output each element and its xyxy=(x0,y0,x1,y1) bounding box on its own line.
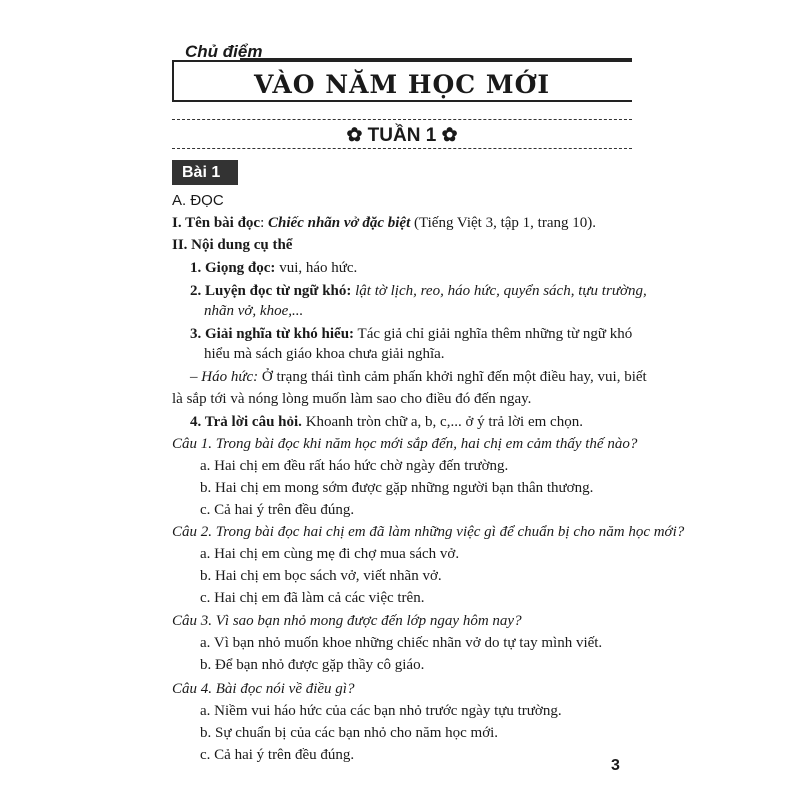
text-line xyxy=(200,634,602,652)
text-line xyxy=(200,724,498,742)
text-segment: Háo hức: xyxy=(201,369,259,385)
text-line xyxy=(200,545,459,563)
divider-bottom xyxy=(172,148,632,149)
text-segment: c. Cả hai ý trên đều đúng. xyxy=(200,747,355,763)
text-segment: hiểu mà sách giáo khoa chưa giải nghĩa. xyxy=(204,346,445,362)
text-line xyxy=(190,282,647,300)
text-line xyxy=(172,612,522,630)
text-line xyxy=(172,192,224,210)
text-segment: a. Hai chị em đều rất háo hức chờ ngày đến trường. xyxy=(200,458,509,474)
lesson-badge: Bài 1 xyxy=(172,160,238,185)
text-segment: là sắp tới và nóng lòng muốn làm sao cho điều đó đến ngay. xyxy=(172,391,532,407)
text-line xyxy=(190,325,632,343)
text-line xyxy=(204,302,303,320)
text-line xyxy=(190,368,647,386)
text-line xyxy=(172,435,637,453)
text-segment: Tác giả chỉ giải nghĩa thêm những từ ngữ khó xyxy=(354,326,633,342)
text-line xyxy=(172,390,531,408)
text-line xyxy=(200,479,593,497)
text-segment: c. Cả hai ý trên đều đúng. xyxy=(200,502,355,518)
text-segment: : xyxy=(260,215,269,231)
text-line xyxy=(200,702,562,720)
week-heading: ✿ TUẦN 1 ✿ xyxy=(346,125,458,146)
text-segment: a. Vì bạn nhỏ muốn khoe những chiếc nhãn vở do tự tay mình viết. xyxy=(200,635,603,651)
text-segment: Câu 1. Trong bài đọc khi năm học mới sắp đến, hai chị em cảm thấy thế nào? xyxy=(172,436,638,452)
text-line xyxy=(200,656,424,674)
text-segment: Khoanh tròn chữ a, b, c,... ở ý trả lời em chọn. xyxy=(301,414,583,430)
text-segment: Câu 4. Bài đọc nói về điều gì? xyxy=(172,681,355,697)
text-line xyxy=(200,457,508,475)
text-line xyxy=(200,746,354,764)
text-segment: b. Sự chuẩn bị của các bạn nhỏ cho năm học mới. xyxy=(200,725,499,741)
text-segment: 3. Giải nghĩa từ khó hiểu: xyxy=(190,326,355,342)
text-segment: a. Hai chị em cùng mẹ đi chợ mua sách vở. xyxy=(200,546,460,562)
text-line xyxy=(204,345,445,363)
text-segment: (Tiếng Việt 3, tập 1, trang 10). xyxy=(410,215,596,231)
text-segment: a. Niềm vui háo hức của các bạn nhỏ trước ngày tựu trường. xyxy=(200,703,562,719)
text-segment: 4. Trả lời câu hỏi. xyxy=(190,414,302,430)
text-line xyxy=(190,259,357,277)
text-segment: lật tờ lịch, reo, háo hức, quyển sách, tựu trường, xyxy=(351,283,647,299)
text-line xyxy=(200,501,354,519)
text-segment: b. Hai chị em bọc sách vở, viết nhãn vở. xyxy=(200,568,442,584)
text-line xyxy=(172,236,292,254)
text-line xyxy=(172,214,596,232)
text-line xyxy=(190,413,583,431)
text-segment: Câu 2. Trong bài đọc hai chị em đã làm những việc gì để chuẩn bị cho năm học mới? xyxy=(172,524,685,540)
divider-top xyxy=(172,119,632,120)
text-segment: vui, háo hức. xyxy=(275,260,358,276)
text-segment: nhãn vở, khoe,... xyxy=(204,303,304,319)
text-segment: b. Để bạn nhỏ được gặp thầy cô giáo. xyxy=(200,657,425,673)
text-segment: A. ĐỌC xyxy=(172,192,224,209)
text-segment: 2. Luyện đọc từ ngữ khó: xyxy=(190,283,352,299)
text-segment: b. Hai chị em mong sớm được gặp những người bạn thân thương. xyxy=(200,480,594,496)
text-line xyxy=(172,523,684,541)
text-segment: Chiếc nhãn vở đặc biệt xyxy=(268,215,411,231)
text-segment: – xyxy=(190,369,202,385)
theme-title: VÀO NĂM HỌC MỚI xyxy=(253,70,551,99)
text-segment: c. Hai chị em đã làm cả các việc trên. xyxy=(200,590,425,606)
page-number: 3 xyxy=(611,757,620,774)
text-line xyxy=(200,589,424,607)
text-segment: Câu 3. Vì sao bạn nhỏ mong được đến lớp ngay hôm nay? xyxy=(172,613,522,629)
text-segment: II. Nội dung cụ thể xyxy=(172,237,293,253)
text-segment: Ở trạng thái tình cảm phấn khởi nghĩ đến một điều hay, vui, biết xyxy=(258,369,647,385)
text-segment: 1. Giọng đọc: xyxy=(190,260,276,276)
text-line xyxy=(200,567,442,585)
theme-label: Chủ điểm xyxy=(185,42,263,61)
text-segment: I. Tên bài đọc xyxy=(172,215,261,231)
text-line xyxy=(172,680,354,698)
